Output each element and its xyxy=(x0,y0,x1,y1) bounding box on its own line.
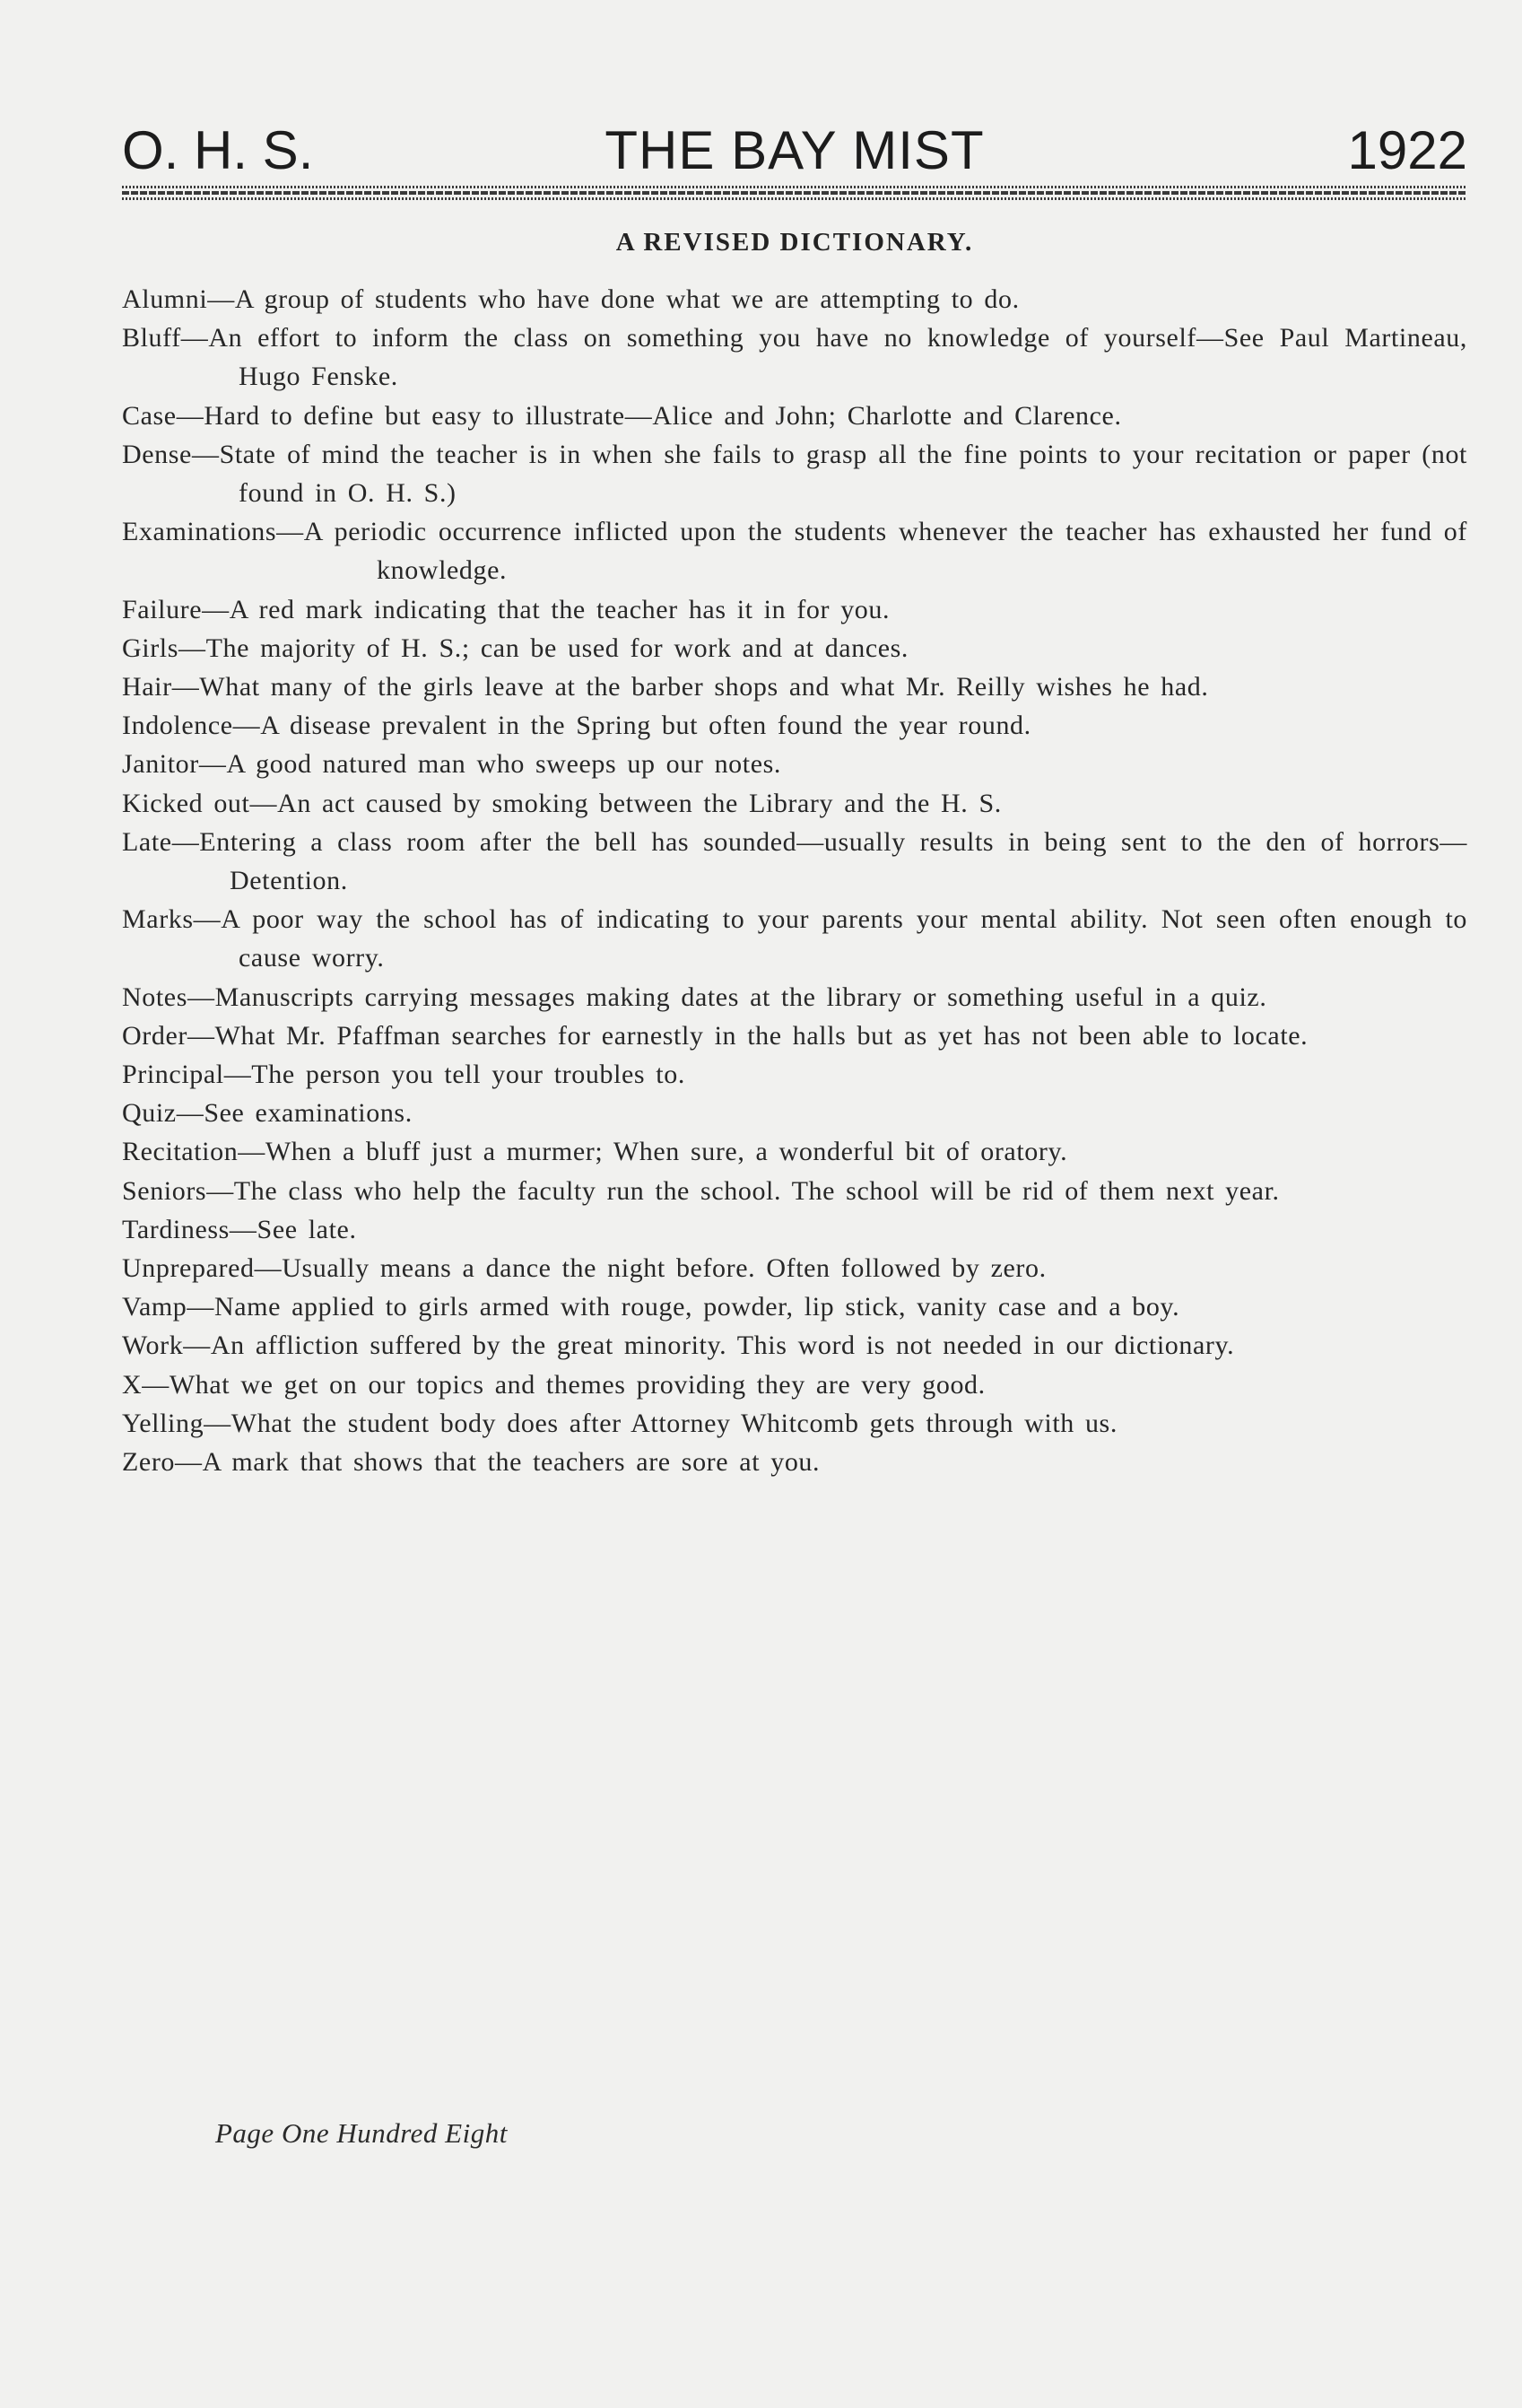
dictionary-entry-unprepared: Unprepared—Usually means a dance the night before. Often followed by zero. xyxy=(122,1253,1047,1284)
dictionary-entry-work: Work—An affliction suffered by the great minority. This word is not needed in our dictionary. xyxy=(122,1331,1235,1361)
dictionary-entry-recitation: Recitation—When a bluff just a murmer; When sure, a wonderful bit of oratory. xyxy=(122,1137,1068,1167)
dictionary-entry-seniors: Seniors—The class who help the faculty run the school. The school will be rid of them next year. xyxy=(122,1175,1280,1206)
dictionary-entry-late: Late—Entering a class room after the bell has sounded—usually results in being sent to the den of horrors—Detention. xyxy=(122,826,1467,896)
school-initials: O. H. S. xyxy=(122,120,314,180)
dictionary-entry-alumni: Alumni—A group of students who have done what we are attempting to do. xyxy=(122,284,1020,314)
dictionary-entry-zero: Zero—A mark that shows that the teachers are sore at you. xyxy=(122,1447,821,1478)
dictionary-entry-dense: Dense—State of mind the teacher is in when she fails to grasp all the fine points to your recitation or paper (not found in O. H. S.) xyxy=(122,439,1467,509)
dictionary-entry-quiz: Quiz—See examinations. xyxy=(122,1098,413,1129)
dictionary-entry-indolence: Indolence—A disease prevalent in the Spring but often found the year round. xyxy=(122,711,1031,741)
dictionary-entry-failure: Failure—A red mark indicating that the teacher has it in for you. xyxy=(122,594,891,624)
dictionary-entry-bluff: Bluff—An effort to inform the class on something you have no knowledge of yourself—See Paul Martineau, Hugo Fenske. xyxy=(122,323,1467,392)
dictionary-entry-order: Order—What Mr. Pfaffman searches for earnestly in the halls but as yet has not been able to locate. xyxy=(122,1020,1309,1051)
dictionary-entry-yelling: Yelling—What the student body does after Attorney Whitcomb gets through with us. xyxy=(122,1408,1118,1438)
year: 1922 xyxy=(1347,120,1467,180)
dictionary-entry-hair: Hair—What many of the girls leave at the barber shops and what Mr. Reilly wishes he had. xyxy=(122,672,1209,702)
dictionary-entry-case: Case—Hard to define but easy to illustrate—Alice and John; Charlotte and Clarence. xyxy=(122,400,1122,431)
publication-title: THE BAY MIST xyxy=(604,120,985,180)
dictionary-entry-janitor: Janitor—A good natured man who sweeps up our notes. xyxy=(122,749,781,780)
page-number: Page One Hundred Eight xyxy=(215,2117,508,2149)
dictionary-entry-notes: Notes—Manuscripts carrying messages making dates at the library or something useful in a quiz. xyxy=(122,982,1267,1012)
dictionary-entry-tardiness: Tardiness—See late. xyxy=(122,1214,357,1244)
dictionary-entry-kicked-out: Kicked out—An act caused by smoking between the Library and the H. S. xyxy=(122,788,1002,818)
dictionary-list xyxy=(122,280,1467,1481)
dictionary-entry-x: X—What we get on our topics and themes providing they are very good. xyxy=(122,1369,986,1400)
dictionary-entry-examinations: Examinations—A periodic occurrence inflicted upon the students whenever the teacher has exhausted her fund of knowledge. xyxy=(122,517,1467,586)
running-header xyxy=(122,115,1467,187)
dictionary-entry-girls: Girls—The majority of H. S.; can be used for work and at dances. xyxy=(122,633,909,663)
dictionary-entry-vamp: Vamp—Name applied to girls armed with rouge, powder, lip stick, vanity case and a boy. xyxy=(122,1292,1180,1322)
header-rule xyxy=(122,186,1467,200)
page-title: A REVISED DICTIONARY. xyxy=(615,228,974,257)
dictionary-entry-principal: Principal—The person you tell your troubles to. xyxy=(122,1060,685,1090)
dictionary-entry-marks: Marks—A poor way the school has of indicating to your parents your mental ability. Not seen often enough to cause worry. xyxy=(122,904,1467,973)
